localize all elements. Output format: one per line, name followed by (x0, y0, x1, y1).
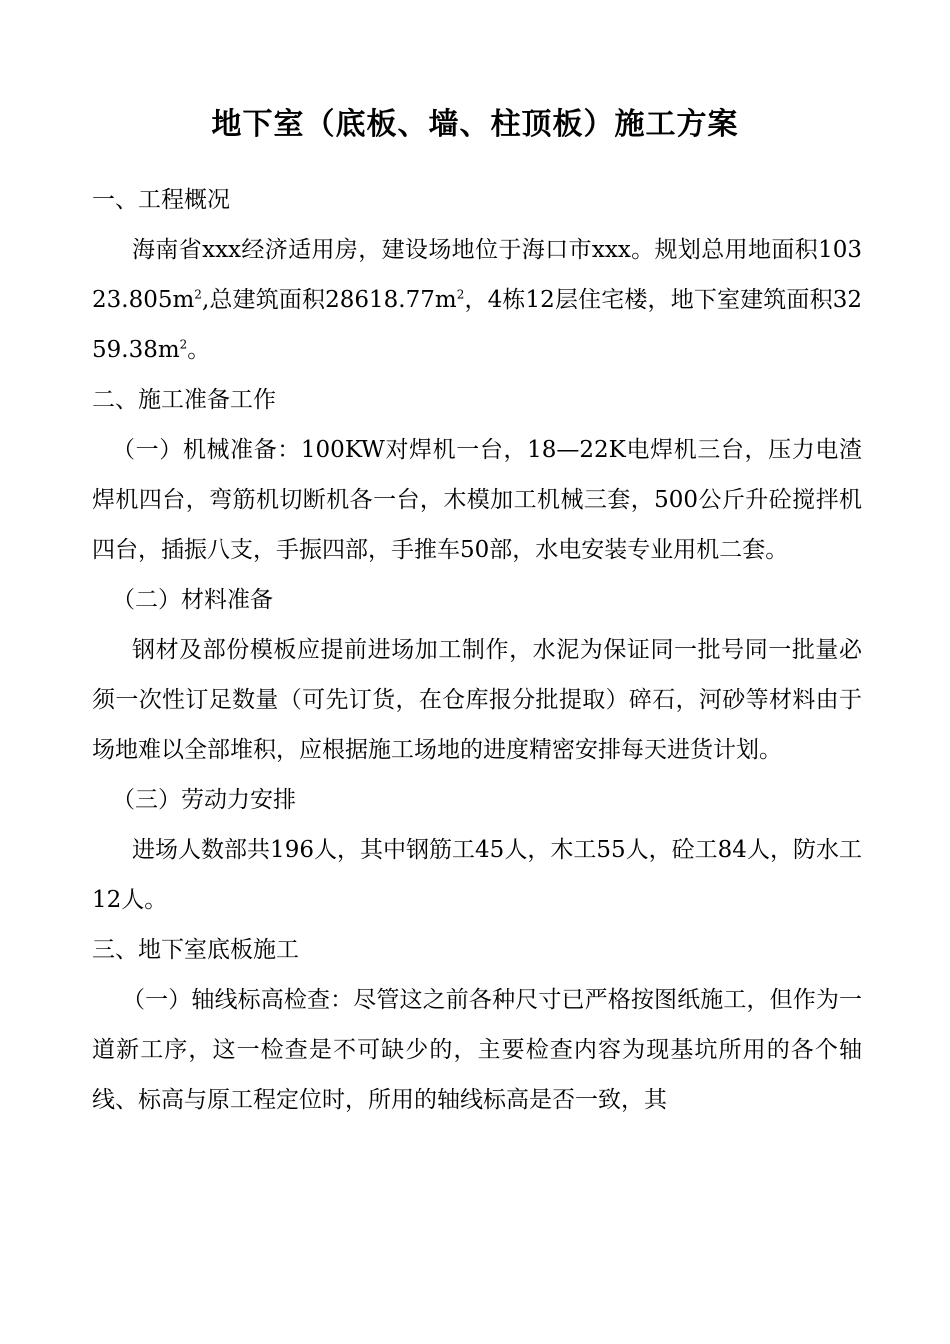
section-heading-1: 一、工程概况 (92, 187, 230, 213)
overview-text-b: ,总建筑面积28618.77m (201, 287, 457, 313)
subheading-labor: （三）劳动力安排 (112, 787, 296, 813)
superscript-2: 2 (179, 337, 188, 352)
document-body (92, 175, 862, 1125)
paragraph-labor: 进场人数部共196人，其中钢筋工45人，木工55人，砼工84人，防水工12人。 (92, 837, 862, 913)
overview-text-a: 海南省xxx经济适用房，建设场地位于海口市xxx。规划总用地面积10323.805m (92, 237, 862, 313)
overview-text-c: ，4栋12层住宅楼，地下室建筑面积3259.38m (92, 287, 862, 363)
superscript-2: 2 (194, 287, 202, 302)
paragraph-project-overview (92, 225, 862, 375)
section-heading-2: 二、施工准备工作 (92, 387, 276, 413)
overview-text-d: 。 (187, 337, 211, 363)
section-heading-3: 三、地下室底板施工 (92, 937, 299, 963)
paragraph-axis-check: （一）轴线标高检查：尽管这之前各种尺寸已严格按图纸施工，但作为一道新工序，这一检查是不可缺少的，主要检查内容为现基坑所用的各个轴线、标高与原工程定位时，所用的轴线标高是否一致，其 (92, 987, 862, 1113)
document-title: 地下室（底板、墙、柱顶板）施工方案 (211, 107, 739, 142)
subheading-materials: （二）材料准备 (112, 587, 273, 613)
paragraph-materials: 钢材及部份模板应提前进场加工制作，水泥为保证同一批号同一批量必须一次性订足数量（可先订货，在仓库报分批提取）碎石，河砂等材料由于场地难以全部堆积，应根据施工场地的进度精密安排每天进货计划。 (92, 637, 862, 763)
superscript-2: 2 (456, 287, 465, 302)
paragraph-machinery: （一）机械准备：100KW对焊机一台，18—22K电焊机三台，压力电渣焊机四台，弯筋机切断机各一台，木模加工机械三套，500公斤升砼搅拌机四台，插振八支，手振四部，手推车50部，水电安装专业用机二套。 (92, 437, 862, 563)
